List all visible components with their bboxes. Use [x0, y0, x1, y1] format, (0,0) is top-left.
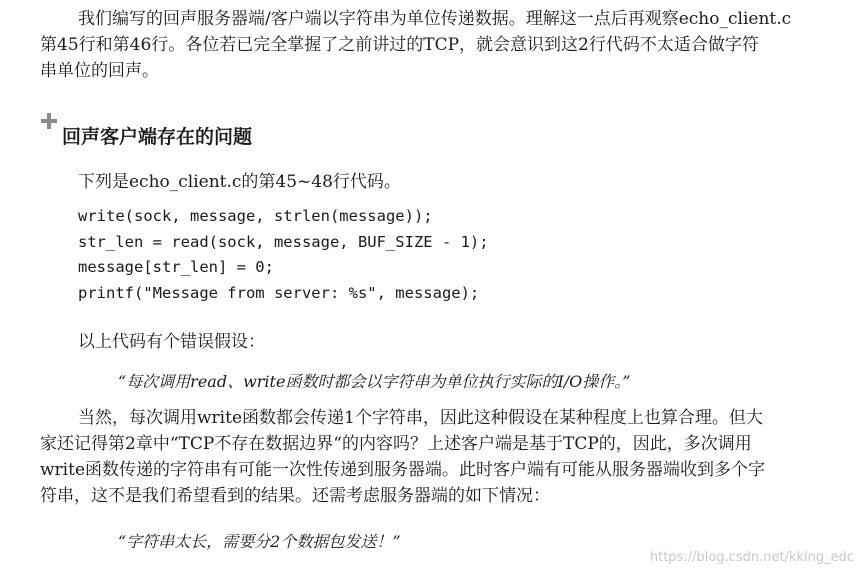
intro-line-2: 第45行和第46行。各位若已完全掌握了之前讲过的TCP，就会意识到这2行代码不太适合做字符	[40, 35, 759, 55]
intro-paragraph	[40, 6, 830, 84]
intro-line-1: 我们编写的回声服务器端/客户端以字符串为单位传递数据。理解这一点后再观察echo_client.c	[78, 9, 792, 29]
intro-line-3: 串单位的回声。	[40, 61, 159, 81]
code-line-3: message[str_len] = 0;	[78, 258, 274, 276]
body-line-1: 当然，每次调用write函数都会传递1个字符串，因此这种假设在某种程度上也算合理。但大	[78, 408, 763, 428]
plus-icon	[40, 112, 58, 130]
body-line-3: write函数传递的字符串有可能一次性传递到服务器端。此时客户端有可能从服务器端收到多个字	[40, 460, 766, 480]
section-title: 回声客户端存在的问题	[62, 126, 253, 148]
code-line-4: printf("Message from server: %s", message);	[78, 283, 480, 302]
code-line-1: write(sock, message, strlen(message));	[78, 207, 433, 225]
assumption-intro-text: 以上代码有个错误假设：	[78, 332, 265, 352]
watermark-url: https://blog.csdn.net/kking_edc	[649, 550, 854, 565]
body-line-2: 家还记得第2章中“TCP不存在数据边界“的内容吗？上述客户端是基于TCP的，因此，多次调用	[40, 434, 752, 454]
code-intro-text: 下列是echo_client.c的第45~48行代码。	[78, 172, 401, 192]
code-block	[78, 204, 489, 306]
quote-packet: “字符串太长，需要分2个数据包发送！”	[118, 532, 401, 551]
body-line-4: 符串，这不是我们希望看到的结果。还需考虑服务器端的如下情况：	[40, 486, 550, 506]
quote-assumption: “每次调用read、write函数时都会以字符串为单位执行实际的I/O操作。”	[118, 372, 631, 391]
body-paragraph	[40, 405, 830, 509]
code-line-2: str_len = read(sock, message, BUF_SIZE - 1);	[78, 232, 489, 251]
